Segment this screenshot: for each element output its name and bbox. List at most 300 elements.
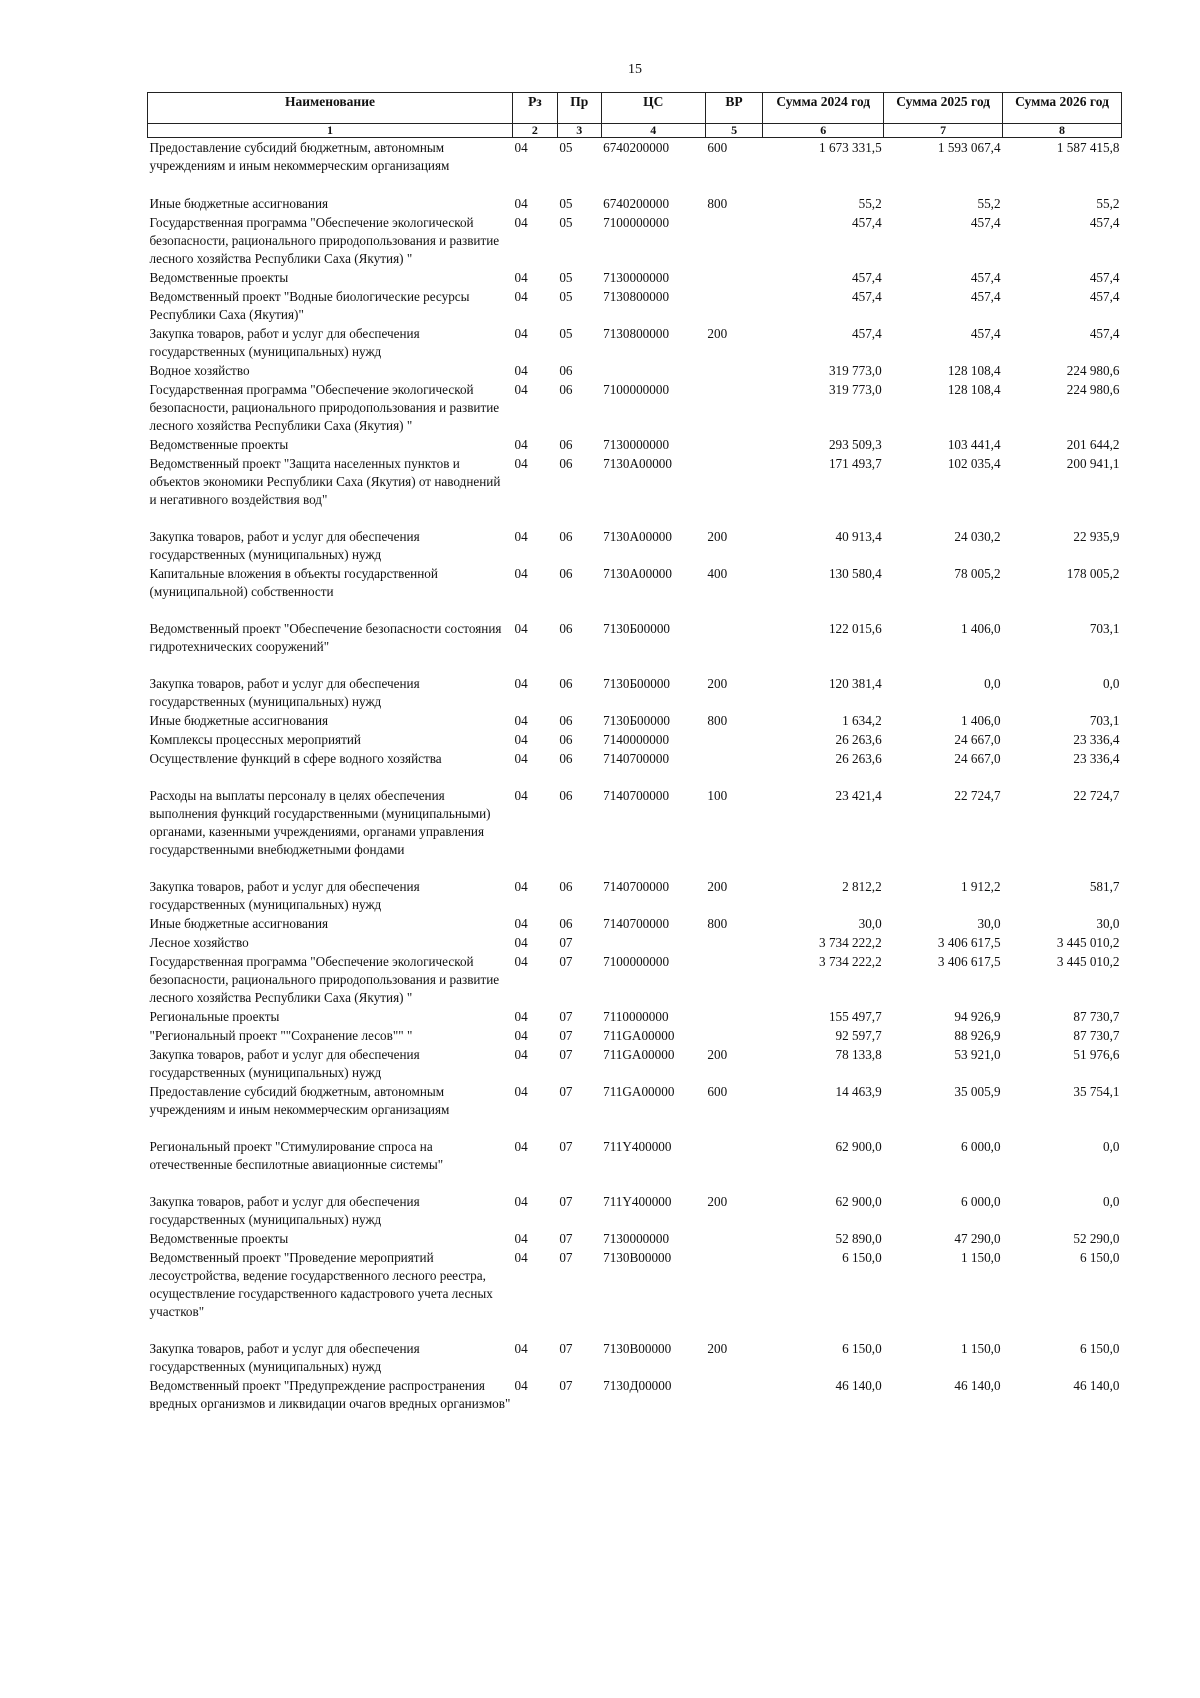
budget-table: [147, 92, 1122, 1413]
row-cs: 7130800000: [603, 289, 670, 304]
row-sum-2024: 120 381,4: [828, 676, 882, 691]
row-cs: 711GA00000: [603, 1084, 675, 1099]
row-sum-2026: 0,0: [1103, 1194, 1120, 1209]
row-sum-2026: 46 140,0: [1073, 1378, 1120, 1393]
row-sum-2026: 6 150,0: [1079, 1250, 1120, 1265]
row-cs: 711GA00000: [603, 1047, 675, 1062]
row-rz: 04: [514, 1028, 528, 1043]
row-vr: 600: [707, 140, 728, 155]
column-number: 8: [1003, 124, 1122, 138]
row-name: Иные бюджетные ассигнования: [149, 196, 329, 211]
row-sum-2026: 52 290,0: [1073, 1231, 1120, 1246]
row-pr: 06: [559, 732, 573, 747]
row-name: Региональный проект "Стимулирование спроса на отечественные беспилотные авиационные системы": [149, 1139, 444, 1172]
table-row: [148, 749, 1122, 786]
table-row: [148, 287, 1122, 324]
row-vr: 200: [707, 1194, 728, 1209]
row-vr: [705, 730, 762, 749]
row-sum-2024: 1 634,2: [842, 713, 882, 728]
table-row: [148, 138, 1122, 195]
header-pr: Пр: [557, 93, 601, 124]
table-row: [148, 1137, 1122, 1192]
row-name: Иные бюджетные ассигнования: [149, 916, 329, 931]
row-vr: 200: [707, 879, 728, 894]
row-pr: 06: [559, 437, 573, 452]
row-cs: 7100000000: [603, 215, 670, 230]
row-pr: 05: [559, 289, 573, 304]
row-vr: 200: [707, 1341, 728, 1356]
row-rz: 04: [514, 1341, 528, 1356]
row-sum-2024: 55,2: [858, 196, 882, 211]
row-sum-2026: 703,1: [1089, 621, 1120, 636]
row-rz: 04: [514, 363, 528, 378]
row-cs: 7130800000: [603, 326, 670, 341]
row-pr: 06: [559, 382, 573, 397]
row-vr: [705, 287, 762, 324]
table-body: [148, 138, 1122, 1414]
row-pr: 06: [559, 456, 573, 471]
row-cs: 711GA00000: [603, 1028, 675, 1043]
row-sum-2025: 46 140,0: [954, 1378, 1001, 1393]
row-sum-2024: 3 734 222,2: [819, 935, 882, 950]
row-sum-2024: 2 812,2: [842, 879, 882, 894]
table-row: [148, 730, 1122, 749]
row-sum-2025: 55,2: [977, 196, 1001, 211]
row-rz: 04: [514, 1194, 528, 1209]
table-row: [148, 194, 1122, 213]
row-name: Водное хозяйство: [149, 363, 250, 378]
row-name: Комплексы процессных мероприятий: [149, 732, 361, 747]
header-name: Наименование: [148, 93, 513, 124]
row-cs: 7140700000: [603, 916, 670, 931]
header-rz: Рз: [512, 93, 557, 124]
row-rz: 04: [514, 788, 528, 803]
row-sum-2025: 1 912,2: [961, 879, 1001, 894]
row-cs: 7130В00000: [603, 1341, 672, 1356]
table-row: [148, 1248, 1122, 1339]
row-sum-2025: 0,0: [984, 676, 1001, 691]
row-sum-2025: 35 005,9: [954, 1084, 1001, 1099]
row-cs: 711Y400000: [603, 1139, 672, 1154]
row-vr: [705, 361, 762, 380]
column-number: 5: [705, 124, 762, 138]
row-name: Закупка товаров, работ и услуг для обеспечения государственных (муниципальных) нужд: [149, 879, 420, 912]
table-row: [148, 1339, 1122, 1376]
row-pr: 07: [559, 1084, 573, 1099]
header-sum-2024: Сумма 2024 год: [763, 93, 884, 124]
row-vr: [705, 1248, 762, 1339]
row-sum-2024: 457,4: [852, 289, 882, 304]
row-sum-2024: 319 773,0: [828, 382, 882, 397]
row-rz: 04: [514, 326, 528, 341]
row-sum-2024: 62 900,0: [835, 1139, 882, 1154]
row-name: Закупка товаров, работ и услуг для обеспечения государственных (муниципальных) нужд: [149, 326, 420, 359]
row-rz: 04: [514, 879, 528, 894]
row-name: Ведомственный проект "Водные биологические ресурсы Республики Саха (Якутия)": [149, 289, 470, 322]
table-row: [148, 1026, 1122, 1045]
row-rz: 04: [514, 270, 528, 285]
row-rz: 04: [514, 1047, 528, 1062]
table-row: [148, 268, 1122, 287]
row-cs: 7130Б00000: [603, 713, 671, 728]
row-sum-2024: 78 133,8: [835, 1047, 882, 1062]
row-name: Ведомственный проект "Обеспечение безопасности состояния гидротехнических сооружений": [149, 621, 502, 654]
table-row: [148, 877, 1122, 914]
row-vr: [705, 1137, 762, 1192]
row-pr: 07: [559, 1028, 573, 1043]
row-rz: 04: [514, 456, 528, 471]
row-rz: 04: [514, 1378, 528, 1393]
header-cs: ЦС: [601, 93, 705, 124]
row-vr: 200: [707, 326, 728, 341]
row-sum-2024: 92 597,7: [835, 1028, 882, 1043]
row-sum-2024: 46 140,0: [835, 1378, 882, 1393]
table-row: [148, 619, 1122, 674]
row-sum-2025: 53 921,0: [954, 1047, 1001, 1062]
row-pr: 07: [559, 1378, 573, 1393]
table-row: [148, 380, 1122, 435]
row-pr: 06: [559, 788, 573, 803]
row-pr: 07: [559, 1250, 573, 1265]
table-row: [148, 1229, 1122, 1248]
row-sum-2024: 1 673 331,5: [819, 140, 882, 155]
row-pr: 06: [559, 916, 573, 931]
row-pr: 07: [559, 935, 573, 950]
row-sum-2026: 457,4: [1089, 326, 1120, 341]
row-name: Ведомственный проект "Предупреждение распространения вредных организмов и ликвидации очагов вредных организмов": [149, 1378, 511, 1411]
row-sum-2025: 457,4: [970, 270, 1001, 285]
row-rz: 04: [514, 215, 528, 230]
row-pr: 07: [559, 1139, 573, 1154]
row-sum-2026: 3 445 010,2: [1056, 954, 1120, 969]
row-sum-2024: 26 263,6: [835, 751, 882, 766]
row-sum-2025: 128 108,4: [947, 382, 1001, 397]
row-sum-2026: 581,7: [1089, 879, 1120, 894]
row-name: Ведомственный проект "Проведение мероприятий лесоустройства, ведение государственного лесного реестра, осуществление государственного кадастрового учета лесных участков": [149, 1250, 493, 1319]
row-sum-2026: 0,0: [1103, 1139, 1120, 1154]
column-number: 3: [557, 124, 601, 138]
row-vr: [705, 268, 762, 287]
row-sum-2025: 1 150,0: [961, 1341, 1001, 1356]
row-rz: 04: [514, 140, 528, 155]
row-pr: 07: [559, 1047, 573, 1062]
row-cs: 7130А00000: [603, 456, 672, 471]
row-cs: 7130Б00000: [603, 676, 671, 691]
row-pr: 06: [559, 529, 573, 544]
row-sum-2026: 224 980,6: [1066, 382, 1120, 397]
row-sum-2026: 6 150,0: [1079, 1341, 1120, 1356]
row-rz: 04: [514, 1139, 528, 1154]
row-vr: [705, 1229, 762, 1248]
row-pr: 07: [559, 954, 573, 969]
row-rz: 04: [514, 1084, 528, 1099]
table-row: [148, 564, 1122, 619]
row-name: Ведомственные проекты: [149, 437, 289, 452]
row-cs: 7130000000: [603, 270, 670, 285]
row-vr: [705, 380, 762, 435]
row-pr: 05: [559, 140, 573, 155]
row-rz: 04: [514, 751, 528, 766]
row-sum-2026: 457,4: [1089, 215, 1120, 230]
column-number: 6: [763, 124, 884, 138]
row-name: Закупка товаров, работ и услуг для обеспечения государственных (муниципальных) нужд: [149, 1194, 420, 1227]
row-sum-2025: 103 441,4: [947, 437, 1001, 452]
row-rz: 04: [514, 289, 528, 304]
column-number-row: [148, 124, 1122, 138]
row-name: Закупка товаров, работ и услуг для обеспечения государственных (муниципальных) нужд: [149, 1047, 420, 1080]
row-pr: 06: [559, 566, 573, 581]
row-name: Предоставление субсидий бюджетным, автономным учреждениям и иным некоммерческим организациям: [149, 1084, 450, 1117]
row-sum-2026: 22 935,9: [1073, 529, 1120, 544]
row-vr: [705, 1026, 762, 1045]
row-sum-2025: 457,4: [970, 326, 1001, 341]
row-sum-2024: 457,4: [852, 326, 882, 341]
row-vr: 400: [707, 566, 728, 581]
row-vr: 800: [707, 713, 728, 728]
row-sum-2024: 319 773,0: [828, 363, 882, 378]
table-row: [148, 361, 1122, 380]
row-cs: 7130А00000: [603, 566, 672, 581]
row-name: Предоставление субсидий бюджетным, автономным учреждениям и иным некоммерческим организациям: [149, 140, 450, 173]
row-vr: [705, 749, 762, 786]
row-sum-2026: 200 941,1: [1066, 456, 1120, 471]
table-row: [148, 324, 1122, 361]
table-row: [148, 933, 1122, 952]
row-sum-2024: 293 509,3: [828, 437, 882, 452]
row-vr: 600: [707, 1084, 728, 1099]
row-sum-2024: 23 421,4: [835, 788, 882, 803]
table-row: [148, 1376, 1122, 1413]
column-number: 7: [884, 124, 1003, 138]
column-number: 2: [512, 124, 557, 138]
row-vr: 800: [707, 916, 728, 931]
row-name: Лесное хозяйство: [149, 935, 249, 950]
row-vr: [705, 933, 762, 952]
table-row: [148, 952, 1122, 1007]
row-sum-2025: 94 926,9: [954, 1009, 1001, 1024]
table-row: [148, 914, 1122, 933]
row-sum-2024: 14 463,9: [835, 1084, 882, 1099]
row-cs: 7140700000: [603, 788, 670, 803]
row-pr: 06: [559, 713, 573, 728]
row-sum-2025: 1 406,0: [961, 713, 1001, 728]
header-vr: ВР: [705, 93, 762, 124]
row-pr: 07: [559, 1231, 573, 1246]
row-pr: 06: [559, 751, 573, 766]
header-sum-2025: Сумма 2025 год: [884, 93, 1003, 124]
row-sum-2025: 88 926,9: [954, 1028, 1001, 1043]
row-sum-2025: 78 005,2: [954, 566, 1001, 581]
row-sum-2024: 457,4: [852, 215, 882, 230]
table-row: [148, 1045, 1122, 1082]
row-cs: 7140700000: [603, 879, 670, 894]
row-rz: 04: [514, 713, 528, 728]
row-pr: 06: [559, 676, 573, 691]
row-sum-2025: 47 290,0: [954, 1231, 1001, 1246]
row-rz: 04: [514, 916, 528, 931]
row-pr: 07: [559, 1341, 573, 1356]
row-rz: 04: [514, 382, 528, 397]
row-vr: 200: [707, 676, 728, 691]
row-rz: 04: [514, 437, 528, 452]
row-sum-2026: 87 730,7: [1073, 1028, 1120, 1043]
row-sum-2024: 26 263,6: [835, 732, 882, 747]
row-sum-2025: 457,4: [970, 289, 1001, 304]
row-sum-2026: 0,0: [1103, 676, 1120, 691]
row-sum-2025: 3 406 617,5: [937, 935, 1001, 950]
row-sum-2026: 1 587 415,8: [1056, 140, 1120, 155]
table-row: [148, 786, 1122, 877]
row-name: Закупка товаров, работ и услуг для обеспечения государственных (муниципальных) нужд: [149, 676, 420, 709]
row-cs: 7110000000: [603, 1009, 669, 1024]
column-number: 4: [601, 124, 705, 138]
row-pr: 07: [559, 1194, 573, 1209]
row-vr: 800: [707, 196, 728, 211]
row-sum-2024: 457,4: [852, 270, 882, 285]
row-sum-2026: 30,0: [1096, 916, 1120, 931]
table-row: [148, 435, 1122, 454]
row-sum-2024: 155 497,7: [828, 1009, 882, 1024]
row-sum-2025: 102 035,4: [947, 456, 1001, 471]
row-name: Осуществление функций в сфере водного хозяйства: [149, 751, 442, 766]
row-sum-2026: 224 980,6: [1066, 363, 1120, 378]
row-sum-2025: 1 593 067,4: [937, 140, 1001, 155]
row-vr: [705, 213, 762, 268]
row-rz: 04: [514, 954, 528, 969]
header-row: [148, 93, 1122, 124]
row-sum-2024: 6 150,0: [842, 1250, 882, 1265]
row-cs: 6740200000: [603, 196, 670, 211]
row-sum-2024: 52 890,0: [835, 1231, 882, 1246]
row-sum-2026: 457,4: [1089, 289, 1120, 304]
row-sum-2025: 24 667,0: [954, 732, 1001, 747]
row-sum-2026: 35 754,1: [1073, 1084, 1120, 1099]
table-row: [148, 711, 1122, 730]
row-rz: 04: [514, 621, 528, 636]
row-cs: 7100000000: [603, 382, 670, 397]
row-rz: 04: [514, 1250, 528, 1265]
row-sum-2026: 457,4: [1089, 270, 1120, 285]
row-cs: 7130000000: [603, 437, 670, 452]
table-row: [148, 527, 1122, 564]
row-cs: 7130000000: [603, 1231, 670, 1246]
row-sum-2025: 128 108,4: [947, 363, 1001, 378]
row-cs: 7100000000: [603, 954, 670, 969]
row-sum-2026: 23 336,4: [1073, 732, 1120, 747]
row-name: Государственная программа "Обеспечение экологической безопасности, рационального природопользования и развитие лесного хозяйства Республики Саха (Якутия) ": [149, 954, 500, 1005]
row-name: Закупка товаров, работ и услуг для обеспечения государственных (муниципальных) нужд: [149, 1341, 420, 1374]
row-pr: 06: [559, 621, 573, 636]
row-name: Государственная программа "Обеспечение экологической безопасности, рационального природопользования и развитие лесного хозяйства Республики Саха (Якутия) ": [149, 382, 500, 433]
row-vr: 100: [707, 788, 728, 803]
row-sum-2026: 87 730,7: [1073, 1009, 1120, 1024]
row-sum-2025: 3 406 617,5: [937, 954, 1001, 969]
row-sum-2025: 22 724,7: [954, 788, 1001, 803]
table-row: [148, 674, 1122, 711]
row-sum-2025: 24 667,0: [954, 751, 1001, 766]
row-sum-2026: 23 336,4: [1073, 751, 1120, 766]
row-sum-2026: 201 644,2: [1066, 437, 1120, 452]
row-sum-2024: 130 580,4: [828, 566, 882, 581]
row-cs: 7140700000: [603, 751, 670, 766]
table-row: [148, 213, 1122, 268]
row-pr: 06: [559, 879, 573, 894]
row-name: Закупка товаров, работ и услуг для обеспечения государственных (муниципальных) нужд: [149, 529, 420, 562]
row-sum-2024: 122 015,6: [828, 621, 882, 636]
row-cs: [601, 361, 705, 380]
page-number: 15: [628, 62, 642, 77]
row-cs: [601, 933, 705, 952]
row-pr: 06: [559, 363, 573, 378]
row-sum-2025: 6 000,0: [961, 1139, 1001, 1154]
row-name: Региональные проекты: [149, 1009, 280, 1024]
row-sum-2025: 1 406,0: [961, 621, 1001, 636]
row-sum-2025: 30,0: [977, 916, 1001, 931]
column-number: 1: [148, 124, 513, 138]
row-rz: 04: [514, 732, 528, 747]
row-vr: [705, 435, 762, 454]
row-cs: 7130Б00000: [603, 621, 671, 636]
row-name: Государственная программа "Обеспечение экологической безопасности, рационального природопользования и развитие лесного хозяйства Республики Саха (Якутия) ": [149, 215, 500, 266]
row-cs: 7130Д00000: [603, 1378, 672, 1393]
row-vr: [705, 1007, 762, 1026]
row-rz: 04: [514, 1231, 528, 1246]
row-vr: [705, 619, 762, 674]
row-cs: 711Y400000: [603, 1194, 672, 1209]
header-sum-2026: Сумма 2026 год: [1003, 93, 1122, 124]
row-name: Иные бюджетные ассигнования: [149, 713, 329, 728]
row-rz: 04: [514, 1009, 528, 1024]
row-cs: 7130В00000: [603, 1250, 672, 1265]
table-row: [148, 1007, 1122, 1026]
row-name: Расходы на выплаты персоналу в целях обеспечения выполнения функций государственными (муниципальными) органами, казенными учреждениями, органами управления государственными внебюджетными фондами: [149, 788, 491, 857]
row-name: "Региональный проект ""Сохранение лесов"" ": [149, 1028, 413, 1043]
row-sum-2026: 3 445 010,2: [1056, 935, 1120, 950]
row-sum-2026: 178 005,2: [1066, 566, 1120, 581]
row-pr: 05: [559, 326, 573, 341]
row-sum-2025: 457,4: [970, 215, 1001, 230]
row-vr: 200: [707, 529, 728, 544]
row-sum-2024: 6 150,0: [842, 1341, 882, 1356]
row-cs: 7140000000: [603, 732, 670, 747]
row-sum-2024: 40 913,4: [835, 529, 882, 544]
row-sum-2024: 3 734 222,2: [819, 954, 882, 969]
row-sum-2025: 24 030,2: [954, 529, 1001, 544]
row-rz: 04: [514, 529, 528, 544]
row-cs: 7130А00000: [603, 529, 672, 544]
row-sum-2026: 55,2: [1096, 196, 1120, 211]
row-pr: 05: [559, 270, 573, 285]
row-rz: 04: [514, 196, 528, 211]
row-pr: 05: [559, 196, 573, 211]
row-rz: 04: [514, 935, 528, 950]
row-vr: [705, 454, 762, 527]
row-sum-2024: 62 900,0: [835, 1194, 882, 1209]
row-name: Ведомственный проект "Защита населенных пунктов и объектов экономики Республики Саха (Якутия) от наводнений и негативного воздействия вод": [149, 456, 501, 507]
row-vr: [705, 952, 762, 1007]
row-sum-2026: 22 724,7: [1073, 788, 1120, 803]
row-cs: 6740200000: [603, 140, 670, 155]
row-rz: 04: [514, 676, 528, 691]
row-name: Капитальные вложения в объекты государственной (муниципальной) собственности: [149, 566, 438, 599]
row-sum-2025: 6 000,0: [961, 1194, 1001, 1209]
row-vr: [705, 1376, 762, 1413]
row-name: Ведомственные проекты: [149, 270, 289, 285]
row-sum-2024: 30,0: [858, 916, 882, 931]
row-pr: 05: [559, 215, 573, 230]
row-sum-2025: 1 150,0: [961, 1250, 1001, 1265]
row-pr: 07: [559, 1009, 573, 1024]
